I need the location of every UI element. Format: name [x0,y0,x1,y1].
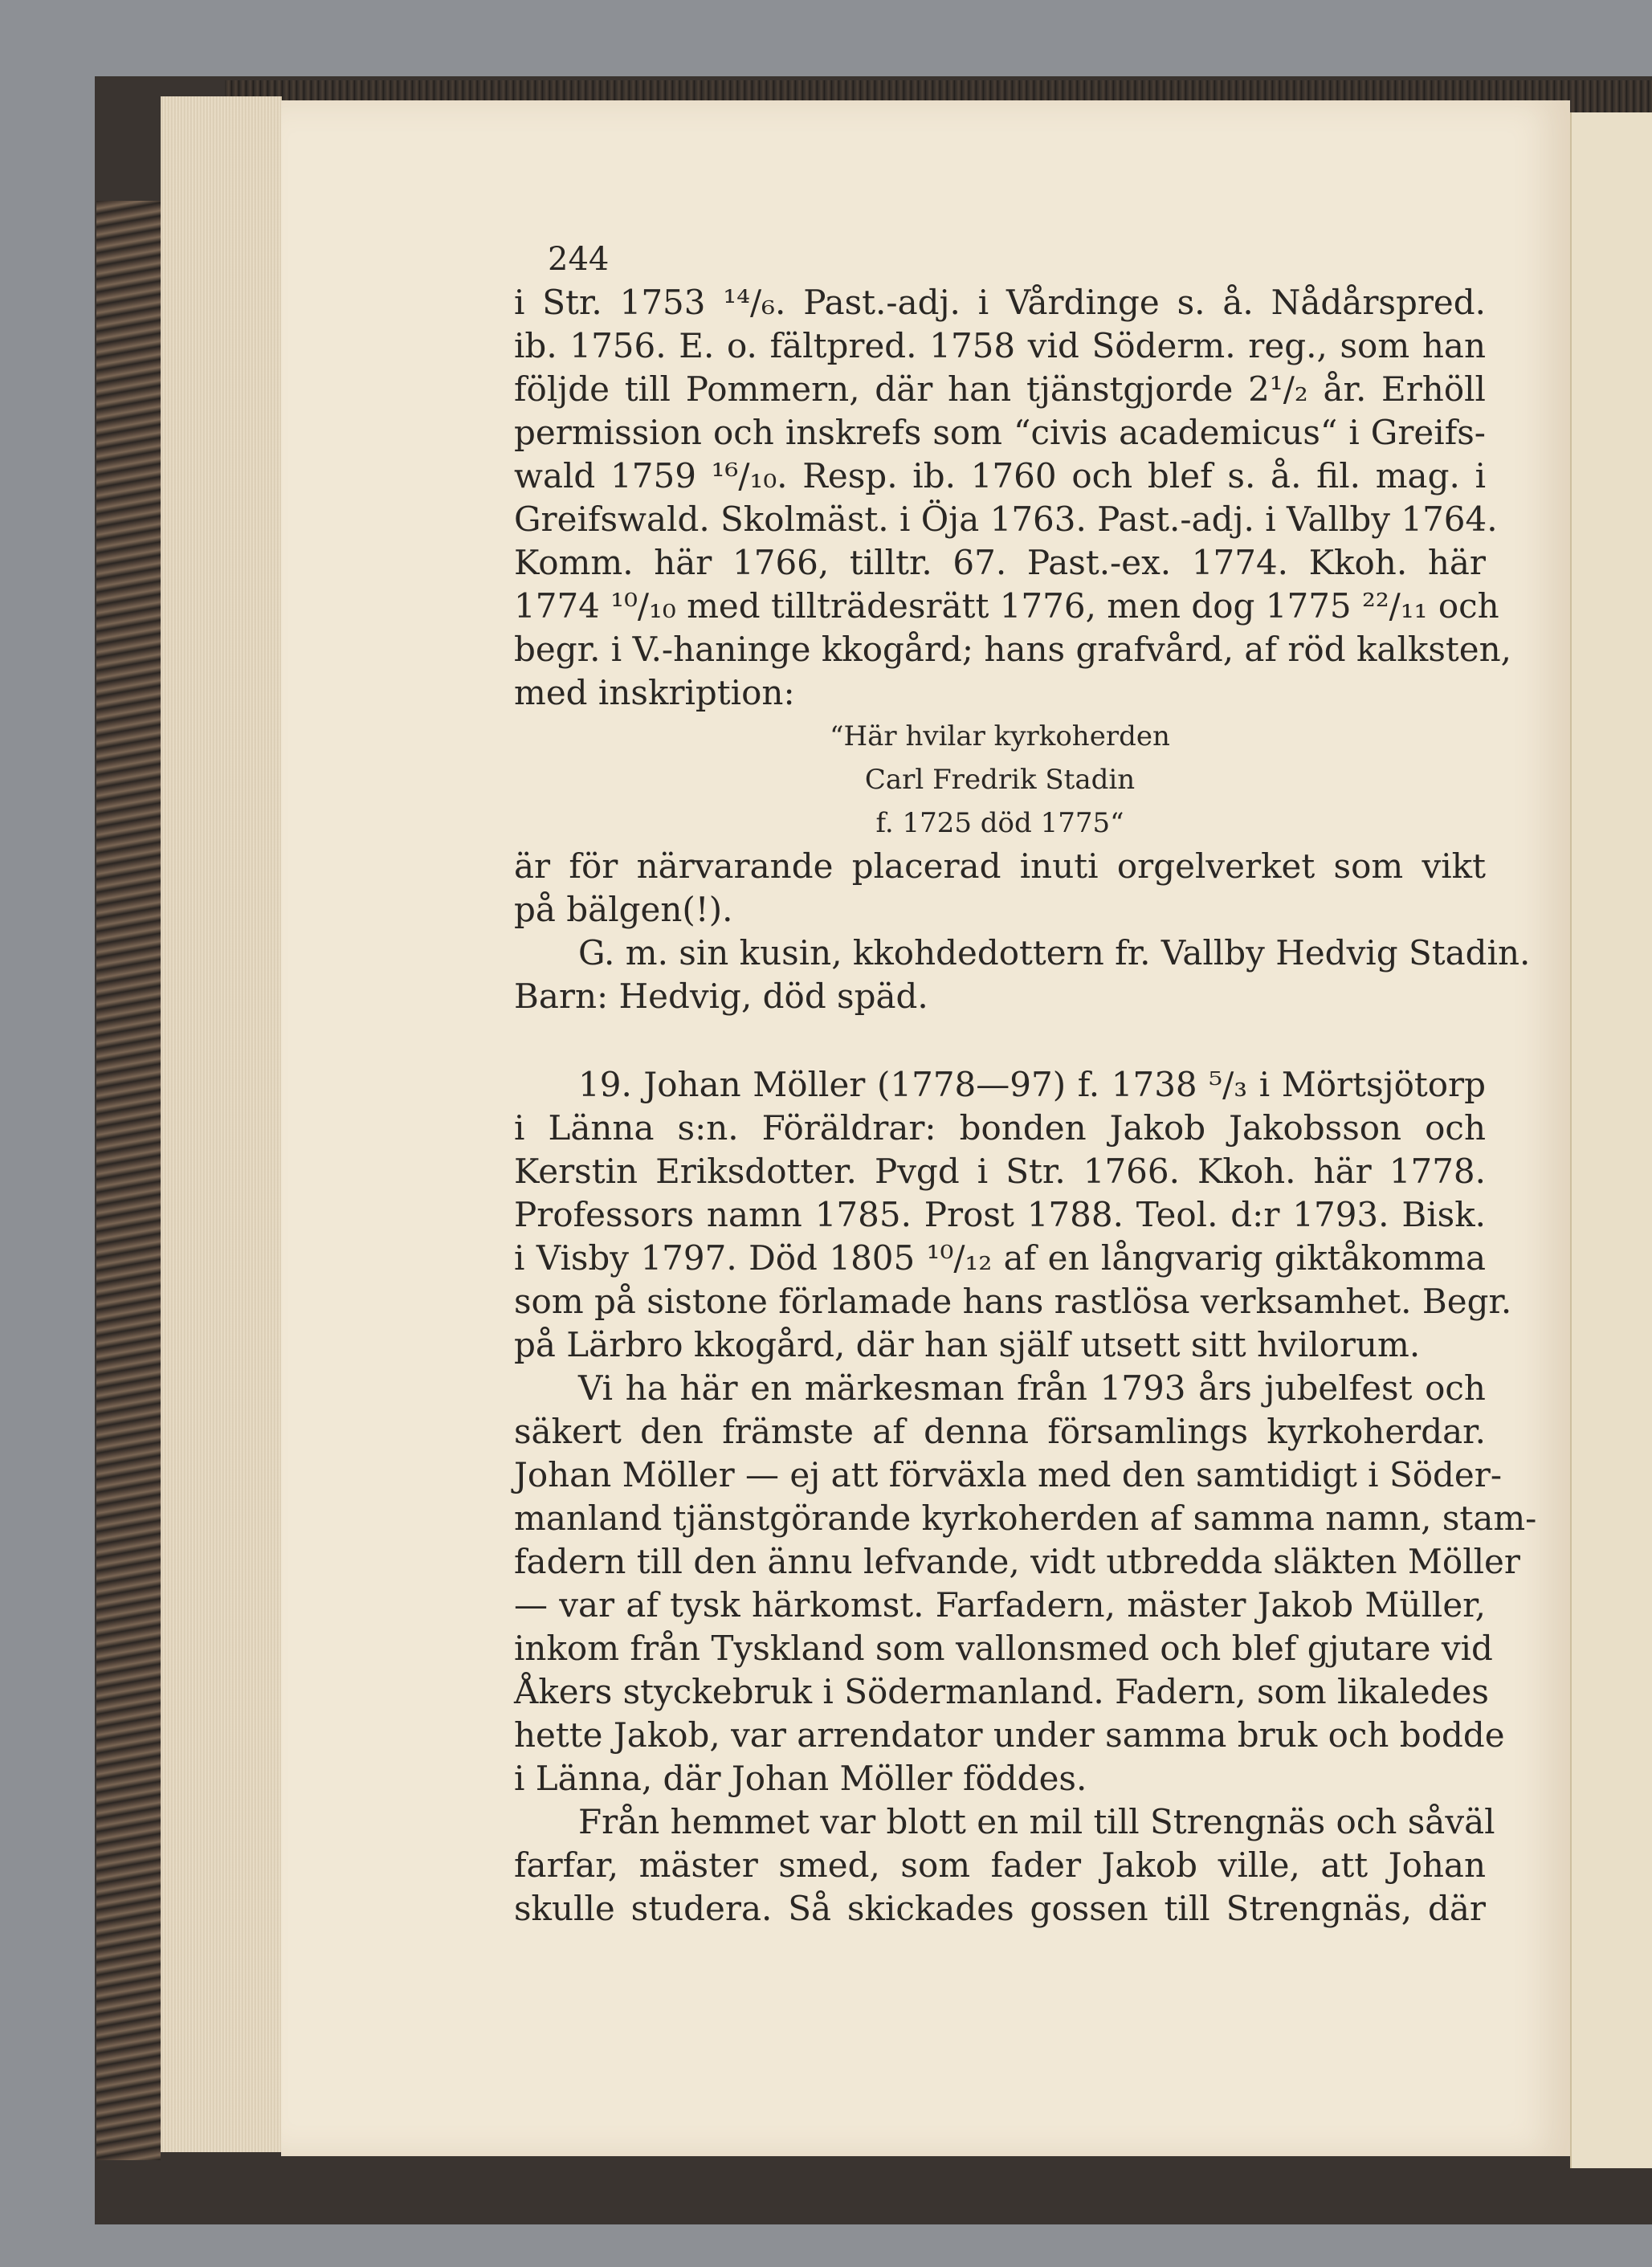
section-gap [514,1018,1486,1063]
paragraph-moller-bio [514,1063,1512,1367]
text-line: följde till Pommern, där han tjänstgjorde 2¹/₂ år. Erhöll [514,369,1486,409]
text-line: permission och inskrefs som “civis academicus“ i Greifs- [514,413,1486,452]
marbled-cover-edge [96,201,161,2160]
paragraph-moller-origin [514,1367,1537,1800]
text-line: manland tjänstgörande kyrkoherden af samma namn, stam- [514,1498,1537,1538]
text-line: med inskription: [514,673,795,712]
text-line: 1774 ¹⁰/₁₀ med tillträdesrätt 1776, men dog 1775 ²²/₁₁ och [514,586,1499,626]
text-line: i Str. 1753 ¹⁴/₆. Past.-adj. i Vårdinge s. å. Nådårspred. [514,283,1486,322]
text-line: farfar, mäster smed, som fader Jakob ville, att Johan [514,1845,1486,1885]
text-line: Åkers styckebruk i Södermanland. Fadern, som likaledes [514,1672,1489,1711]
children-line: Barn: Hedvig, död späd. [514,977,928,1016]
text-line: hette Jakob, var arrendator under samma bruk och bodde [514,1715,1505,1755]
text-line: säkert den främste af denna församlings kyrkoherdar. [514,1412,1486,1451]
inscription-block [514,715,1486,845]
paragraph-moller-home [514,1800,1495,1931]
text-line: begr. i V.-haninge kkogård; hans grafvård, af röd kalksten, [514,630,1512,669]
text-line: i Visby 1797. Död 1805 ¹⁰/₁₂ af en långvarig giktåkomma [514,1238,1486,1278]
text-line: ib. 1756. E. o. fältpred. 1758 vid Söderm. reg., som han [514,326,1486,365]
facing-page-edge [1570,112,1652,2168]
page-number: 244 [548,241,610,278]
text-line: på Lärbro kkogård, där han själf utsett sitt hvilorum. [514,1325,1421,1364]
text-line: Kerstin Eriksdotter. Pvgd i Str. 1766. Kkoh. här 1778. [514,1152,1486,1191]
text-line: Johan Möller — ej att förväxla med den samtidigt i Söder- [514,1455,1503,1494]
text-line: är för närvarande placerad inuti orgelverket som vikt [514,846,1486,886]
text-line: Greifswald. Skolmäst. i Öja 1763. Past.-adj. i Vallby 1764. [514,499,1498,539]
text-line: wald 1759 ¹⁶/₁₀. Resp. ib. 1760 och blef s. å. fil. mag. i [514,456,1486,495]
inscription-line: “Här hvilar kyrkoherden [830,720,1170,752]
inscription-line: f. 1725 död 1775“ [875,807,1124,839]
text-line: Komm. här 1766, tilltr. 67. Past.-ex. 1774. Kkoh. här [514,543,1486,582]
text-line: Vi ha här en märkesman från 1793 års jubelfest och [578,1368,1486,1408]
text-line: skulle studera. Så skickades gossen till Strengnäs, där [514,1889,1486,1928]
text-line: fadern till den ännu lefvande, vidt utbredda släkten Möller [514,1542,1520,1581]
text-line: på bälgen(!). [514,890,733,929]
paragraph-stadin [514,281,1512,715]
page-text [514,281,1537,1931]
text-line: som på sistone förlamade hans rastlösa verksamhet. Begr. [514,1282,1512,1321]
paragraph-organ [514,845,1531,1018]
inscription-line: Carl Fredrik Stadin [864,764,1136,796]
text-line: i Länna s:n. Föräldrar: bonden Jakob Jakobsson och [514,1108,1486,1148]
text-line: Professors namn 1785. Prost 1788. Teol. d:r 1793. Bisk. [514,1195,1486,1234]
text-line: Från hemmet var blott en mil till Strengnäs och såväl [578,1802,1495,1841]
married-line: G. m. sin kusin, kkohdedottern fr. Vallby Hedvig Stadin. [578,933,1531,972]
text-line: inkom från Tyskland som vallonsmed och blef gjutare vid [514,1629,1493,1668]
text-line: — var af tysk härkomst. Farfadern, mäster Jakob Müller, [514,1585,1486,1625]
entry-heading-line: 19. Johan Möller (1778—97) f. 1738 ⁵/₃ i Mörtsjötorp [578,1065,1486,1104]
page-block-edges [161,96,282,2152]
text-line: i Länna, där Johan Möller föddes. [514,1759,1087,1798]
